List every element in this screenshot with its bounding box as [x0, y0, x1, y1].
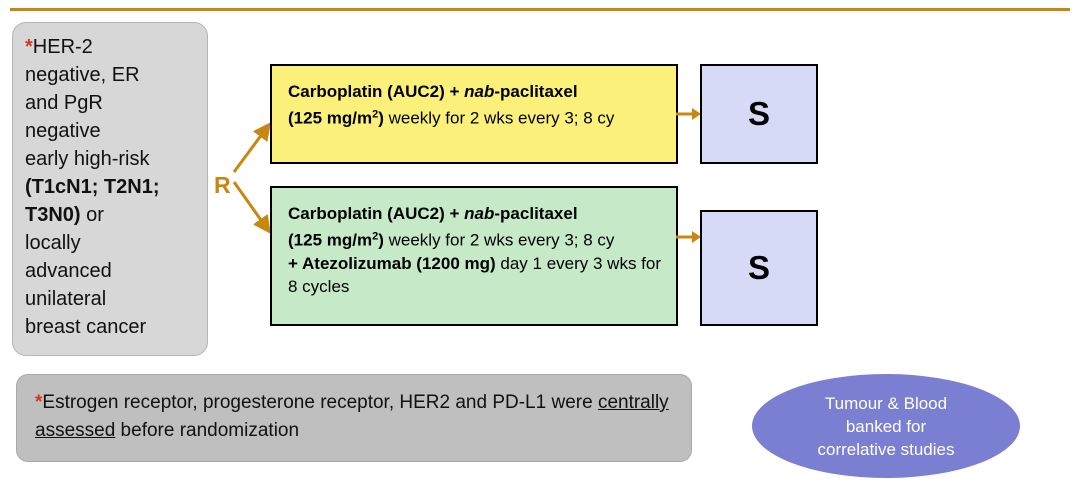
eligibility-line-3: and PgR — [25, 92, 103, 114]
eligibility-line-7-stage: T3N0) — [25, 204, 81, 226]
arrow-to-surgery-a-icon — [676, 105, 702, 123]
ellipse-line-3: correlative studies — [817, 439, 955, 459]
eligibility-line-10: unilateral — [25, 288, 107, 310]
arm-b-schedule: weekly for 2 wks every 3; 8 cy — [383, 230, 615, 250]
arm-a-drug-name: Carboplatin (AUC2) + — [288, 82, 465, 101]
surgery-box-a — [700, 64, 818, 164]
surgery-box-b — [700, 210, 818, 326]
arm-a-schedule: weekly for 2 wks every 3; 8 cy — [383, 108, 615, 128]
footnote-part-2: before randomization — [115, 420, 300, 441]
eligibility-line-4: negative — [25, 120, 101, 142]
footnote-part-1: Estrogen receptor, progesterone receptor, HER2 and PD-L1 were — [42, 392, 598, 413]
eligibility-line-7-rest: or — [80, 204, 104, 226]
arrow-to-surgery-b-icon — [676, 228, 702, 246]
top-divider — [10, 8, 1070, 11]
arm-b-drug-tail: -paclitaxel — [494, 204, 578, 223]
eligibility-line-9: advanced — [25, 260, 112, 282]
eligibility-line-1: HER-2 — [32, 36, 93, 58]
footnote-underlined-phrase: centrally assessed — [35, 392, 669, 441]
eligibility-line-2: negative, ER — [25, 64, 140, 86]
arm-a-dose-close: ) — [378, 108, 384, 128]
ellipse-line-1: Tumour & Blood — [824, 393, 948, 413]
eligibility-criteria-box — [12, 22, 208, 356]
arm-b-dose-close: ) — [378, 230, 384, 250]
treatment-arm-b — [270, 186, 678, 326]
eligibility-line-6: (T1cN1; T2N1; — [25, 176, 160, 198]
surgery-label-a: S — [747, 95, 770, 132]
eligibility-line-5: early high-risk — [25, 148, 150, 170]
randomization-label: R — [214, 172, 231, 198]
eligibility-line-8: locally — [25, 232, 81, 254]
biobanking-ellipse — [752, 374, 1020, 478]
eligibility-asterisk: * — [25, 36, 33, 58]
footnote-box — [16, 374, 692, 462]
arm-b-drug-name: Carboplatin (AUC2) + — [288, 204, 465, 223]
arm-b-drug-italic: nab — [464, 204, 495, 223]
treatment-arm-a — [270, 64, 678, 164]
arm-b-dose: (125 mg/m — [288, 230, 373, 250]
arm-a-dose-exponent: 2 — [372, 108, 379, 120]
arm-a-drug-tail: -paclitaxel — [494, 82, 578, 101]
arm-b-dose-exponent: 2 — [372, 230, 379, 242]
surgery-label-b: S — [747, 249, 770, 286]
ellipse-line-2: banked for — [845, 416, 927, 436]
arm-a-dose: (125 mg/m — [288, 108, 373, 128]
footnote-asterisk: * — [35, 392, 43, 413]
arm-b-extra-drug: + Atezolizumab (1200 mg) — [288, 253, 496, 273]
arm-b-extra-schedule: day 1 every 3 wks for 8 cycles — [288, 253, 662, 296]
eligibility-line-11: breast cancer — [25, 316, 147, 338]
arm-a-drug-italic: nab — [464, 82, 495, 101]
